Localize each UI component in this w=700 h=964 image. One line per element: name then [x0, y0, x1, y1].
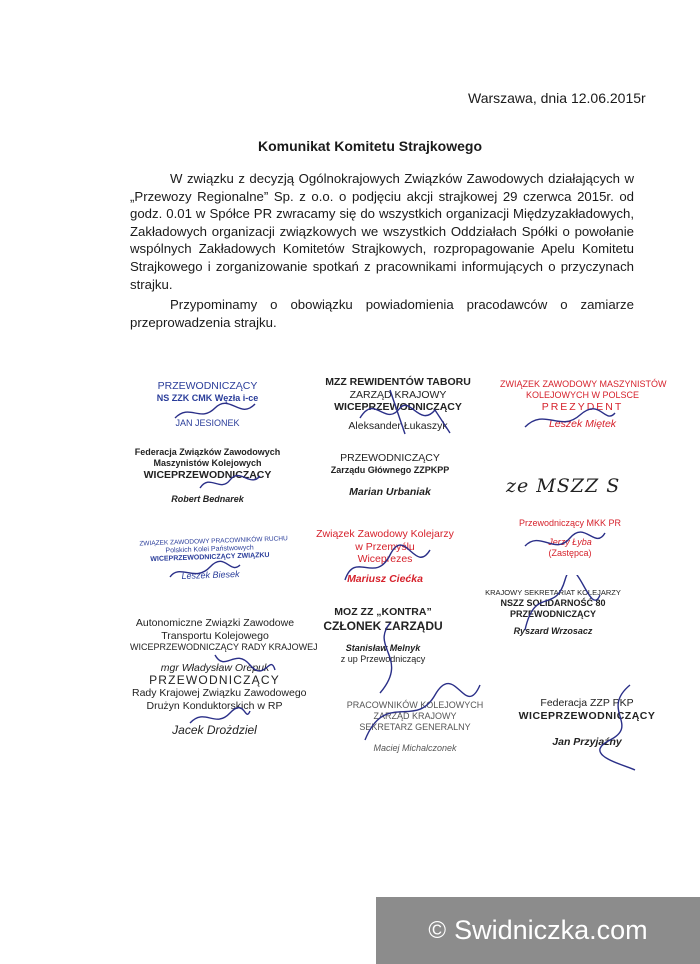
signer-name: Leszek Miętek	[548, 417, 617, 430]
handwritten-signature-3	[520, 405, 620, 435]
stamp-org-sub: Polskich Kolei Państwowych	[165, 544, 254, 555]
stamp-org-sub: ZARZĄD KRAJOWY	[349, 388, 447, 401]
signer-name: Stanisław Melnyk	[345, 642, 421, 653]
watermark-text: Swidniczka.com	[454, 915, 648, 945]
stamp-org: ZWIĄZEK ZAWODOWY PRACOWNIKÓW RUCHU	[139, 535, 288, 548]
document-body	[130, 170, 634, 334]
stamp-org-sub: Maszynistów Kolejowych	[153, 458, 262, 468]
stamp-org: Autonomiczne Związki Zawodowe	[135, 617, 295, 629]
stamp-org-sub: KOLEJOWYCH W POLSCE	[525, 390, 640, 400]
stamp-title: WICEPRZEWODNICZĄCY RADY KRAJOWEJ	[130, 642, 318, 652]
document-title: Komunikat Komitetu Strajkowego	[257, 138, 483, 154]
signer-name: Mariusz Ciećka	[347, 572, 423, 585]
stamp-org: KRAJOWY SEKRETARIAT KOLEJARZY	[485, 588, 621, 597]
stamp-org: Zarządu Głównego ZZPKPP	[330, 464, 450, 475]
signer-name: Ryszard Wrzosacz	[513, 626, 593, 636]
stamp-org-sub: NSZZ SOLIDARNOŚĆ 80	[500, 598, 606, 608]
stamp-title: CZŁONEK ZARZĄDU	[323, 618, 443, 633]
signer-name: Robert Bednarek	[171, 493, 244, 504]
signer-name: JAN JESIONEK	[175, 417, 240, 428]
signer-name: mgr Władysław Orepuk	[160, 662, 270, 674]
handwritten-signature-14	[355, 680, 485, 750]
stamp-org-sub: Drużyn Konduktorskich w RP	[146, 699, 283, 712]
handwritten-signature-4	[195, 468, 265, 496]
signer-note: z up Przewodniczący	[340, 653, 426, 664]
handwritten-signature-10	[210, 645, 280, 675]
stamp-title: WICEPRZEWODNICZĄCY	[518, 709, 656, 722]
handwritten-signature-1	[170, 398, 260, 426]
document-date: Warszawa, dnia 12.06.2015r	[468, 90, 646, 106]
stamp-org: MOZ ZZ „KONTRA”	[334, 606, 432, 618]
signer-name: Jerzy Łyba	[548, 537, 592, 547]
stamp-org: Federacja ZZP PKP	[540, 697, 634, 709]
stamp-org-sub: Transportu Kolejowego	[161, 629, 269, 642]
copyright-icon: ©	[428, 916, 447, 944]
stamp-title: PRZEWODNICZĄCY	[510, 609, 596, 619]
body-paragraph-1: W związku z decyzją Ogólnokrajowych Związków Zawodowych działających w „Przewozy Regionalne” Sp. z o.o. o podjęciu akcji strajkowej 29 czerwca 2015r. od godz. 0.01 w Spółce PR zwracamy się do wszystkich organizacji Międzyzakładowych, Zakładowych organizacji związkowych we wszystkich Oddziałach Spółki o powołanie wspólnych Zakładowych Komitetów Strajkowych, rozpropagowanie Apelu Komitetu Strajkowego i zorganizowanie spotkań z pracownikami informujących o przyczynach strajku.	[130, 171, 634, 292]
signer-name: Aleksander Łukaszyk	[348, 419, 448, 432]
stamp-org: ZWIĄZEK ZAWODOWY MASZYNISTÓW	[500, 379, 667, 389]
stamp-title: Przewodniczący MKK PR	[518, 518, 622, 528]
signer-name: Jacek Drożdziel	[172, 723, 257, 737]
stamp-org: PRACOWNIKÓW KOLEJOWYCH	[346, 700, 484, 710]
stamp-title: PRZEWODNICZĄCY	[149, 673, 280, 687]
stamp-title: PRZEWODNICZĄCY	[340, 452, 440, 464]
stamp-title: WICEPRZEWODNICZĄCY	[334, 401, 462, 413]
handwritten-signature-13	[185, 705, 255, 730]
signer-name: Leszek Biesek	[181, 568, 240, 582]
signer-name: Marian Urbaniak	[349, 485, 431, 498]
stamp-org-sub: w Przemyślu	[355, 540, 415, 553]
signer-name: Maciej Michalczonek	[373, 743, 457, 753]
signer-name: Jan Przyjaźny	[552, 736, 622, 748]
stamp-title: WICEPRZEWODNICZĄCY	[143, 469, 272, 481]
stamp-org: MZZ REWIDENTÓW TABORU	[325, 376, 471, 388]
handwritten-signature-2	[350, 388, 460, 438]
stamp-title: PREZYDENT	[541, 401, 624, 413]
stamp-org: Rady Krajowej Związku Zawodowego	[132, 687, 307, 699]
stamp-note: (Zastępca)	[548, 548, 592, 558]
handwritten-signature-9	[520, 528, 610, 558]
stamp-title: SEKRETARZ GENERALNY	[359, 722, 471, 732]
stamp-title: WICEPRZEWODNICZĄCY ZWIĄZKU	[150, 551, 270, 564]
handwritten-signature-12	[505, 575, 605, 635]
handwritten-signature-8	[335, 540, 435, 590]
stamp-title: PRZEWODNICZĄCY	[157, 380, 258, 392]
body-paragraph-2: Przypominamy o obowiązku powiadomienia pracodawców o zamiarze przeprowadzenia strajku.	[130, 297, 634, 330]
stamp-org: Związek Zawodowy Kolejarzy	[316, 528, 454, 540]
stamp-title: Wiceprezes	[357, 553, 413, 565]
watermark-badge	[376, 897, 700, 964]
stamp-org: NS ZZK CMK Węzła i-ce	[156, 392, 259, 403]
signature-block-5	[315, 452, 465, 498]
stamp-org: Federacja Związków Zawodowych	[134, 447, 281, 457]
handwritten-signature-15	[580, 680, 650, 775]
handwritten-signature-7	[165, 555, 245, 585]
stamp-org-sub: ZARZĄD KRAJOWY	[373, 711, 457, 721]
signature-block-6: ze MSZZ S	[506, 475, 621, 497]
